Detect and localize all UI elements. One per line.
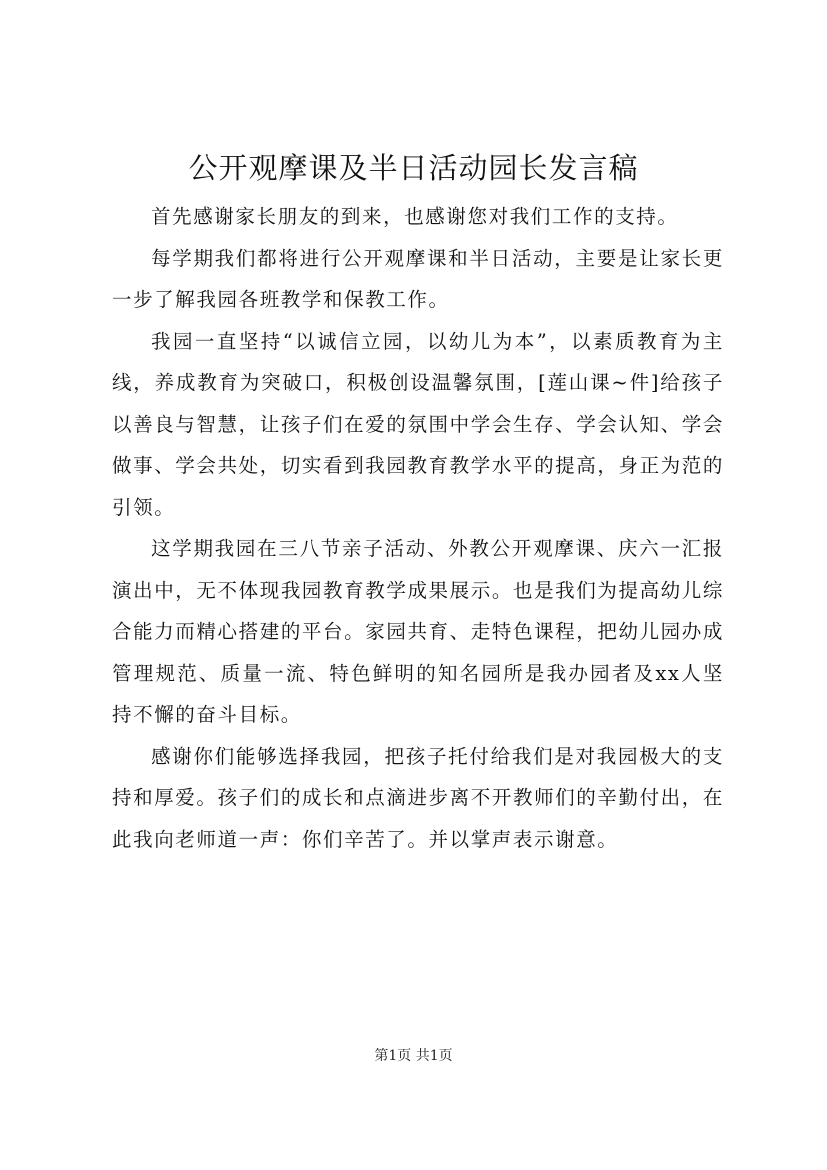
paragraph-1: 首先感谢家长朋友的到来，也感谢您对我们工作的支持。 — [151, 205, 679, 228]
paragraph-2: 每学期我们都将进行公开观摩课和半日活动，主要是让家长更一步了解我园各班教学和保教工作。 — [112, 246, 724, 311]
paragraph-4: 这学期我园在三八节亲子活动、外教公开观摩课、庆六一汇报演出中，无不体现我园教育教学成果展示。也是我们为提高幼儿综合能力而精心搭建的平台。家园共育、走特色课程，把幼儿园办成管理规范、质量一流、特色鲜明的知名园所是我办园者及xx人坚持不懈的奋斗目标。 — [112, 537, 724, 726]
document-body — [112, 196, 724, 860]
paragraph-5: 感谢你们能够选择我园，把孩子托付给我们是对我园极大的支持和厚爱。孩子们的成长和点滴进步离不开教师们的辛勤付出，在此我向老师道一声：你们辛苦了。并以掌声表示谢意。 — [112, 744, 724, 851]
document-title: 公开观摩课及半日活动园长发言稿 — [188, 151, 639, 185]
page-footer: 第1页 共1页 — [374, 1048, 453, 1064]
paragraph-3: 我园一直坚持“以诚信立园，以幼儿为本”，以素质教育为主线，养成教育为突破口，积极创设温馨氛围，[莲山课~件]给孩子以善良与智慧，让孩子们在爱的氛围中学会生存、学会认知、学会做事、学会共处，切实看到我园教育教学水平的提高，身正为范的引领。 — [112, 329, 724, 519]
